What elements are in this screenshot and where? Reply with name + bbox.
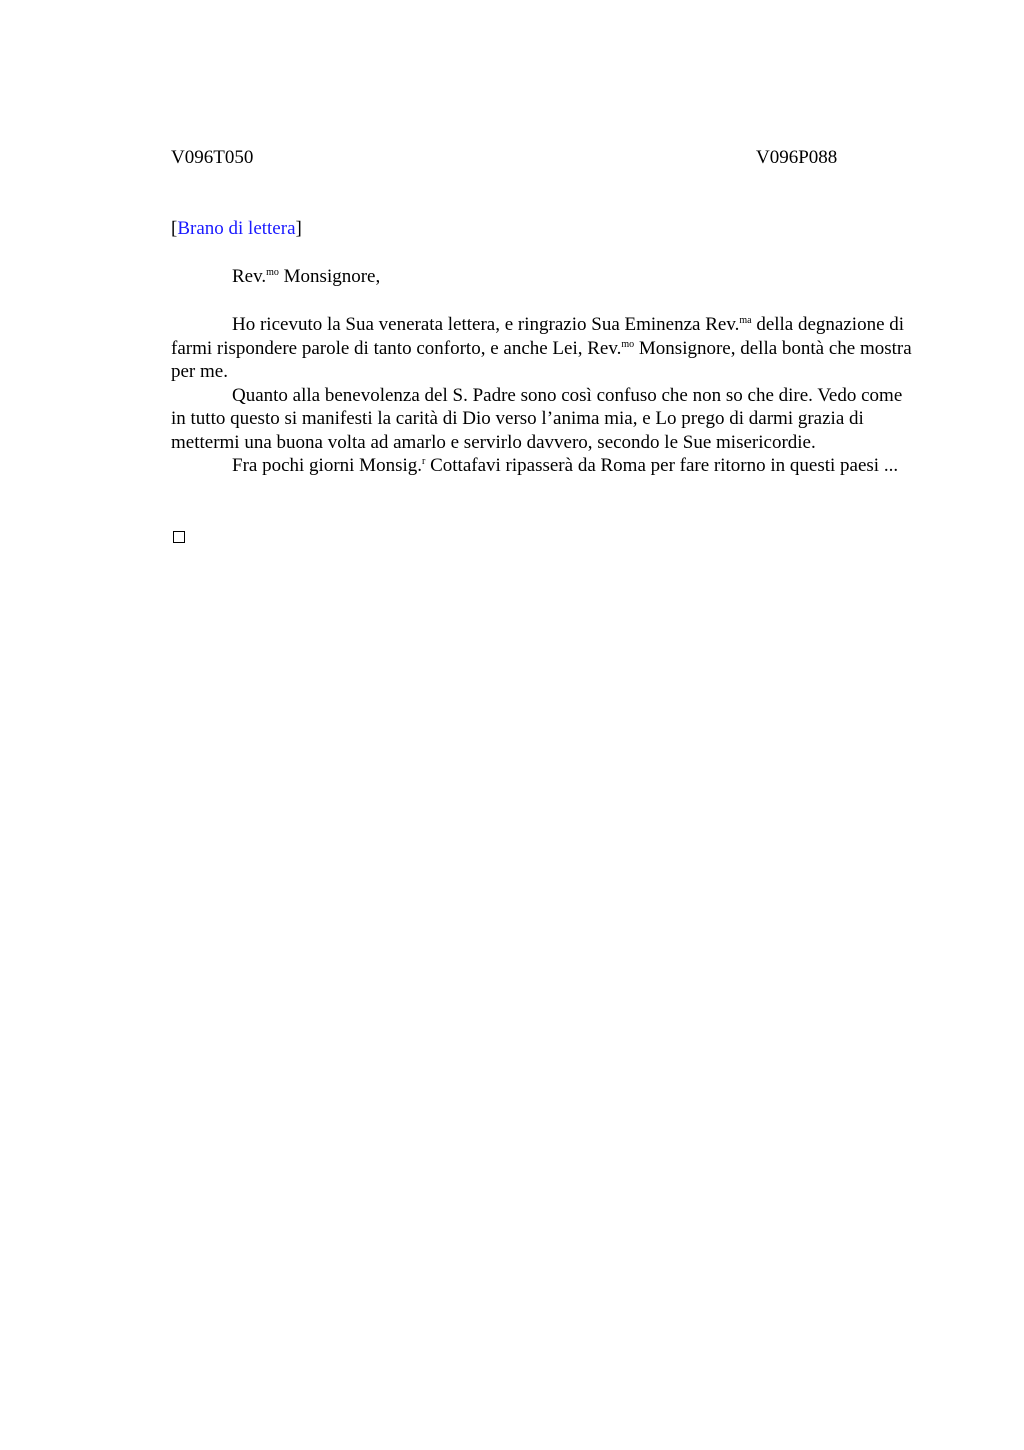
paragraph-3 [171, 454, 916, 478]
salutation [232, 265, 380, 289]
letter-body [171, 313, 916, 478]
paragraph-3-superscript: r [422, 456, 426, 467]
paragraph-1-part-b: della degnazione di farmi rispondere parole di tanto conforto, e anche Lei, Rev. [171, 314, 905, 359]
paragraph-3-part-b: Cottafavi ripasserà da Roma per fare ritorno in questi paesi ... [425, 455, 899, 476]
paragraph-1 [171, 313, 916, 384]
salutation-superscript: mo [266, 267, 279, 278]
section-title [171, 217, 302, 241]
paragraph-1-superscript-2: mo [621, 338, 635, 350]
title-open-bracket: [ [171, 218, 178, 239]
header-left-code: V096T050 [171, 147, 254, 168]
paragraph-1-superscript-1: ma [739, 315, 752, 326]
salutation-post: Monsignore, [278, 266, 381, 287]
title-close-bracket: ] [295, 218, 302, 239]
header-right-code: V096P088 [756, 147, 838, 168]
paragraph-2: Quanto alla benevolenza del S. Padre sono così confuso che non so che dire. Vedo come in tutto questo si manifesti la carità di Dio verso l’anima mia, e Lo prego di darmi grazia di mettermi una buona volta ad amarlo e servirlo davvero, secondo le Sue misericordie. [171, 384, 903, 453]
paragraph-1-part-c: Monsignore, della bontà che mostra per me. [171, 337, 912, 382]
salutation-pre: Rev. [232, 266, 267, 287]
paragraph-3-part-a: Fra pochi giorni Monsig. [232, 455, 422, 476]
title-link[interactable]: Brano di lettera [177, 218, 296, 239]
empty-square-icon [173, 531, 185, 543]
paragraph-1-part-a: Ho ricevuto la Sua venerata lettera, e ringrazio Sua Eminenza Rev. [232, 314, 740, 335]
